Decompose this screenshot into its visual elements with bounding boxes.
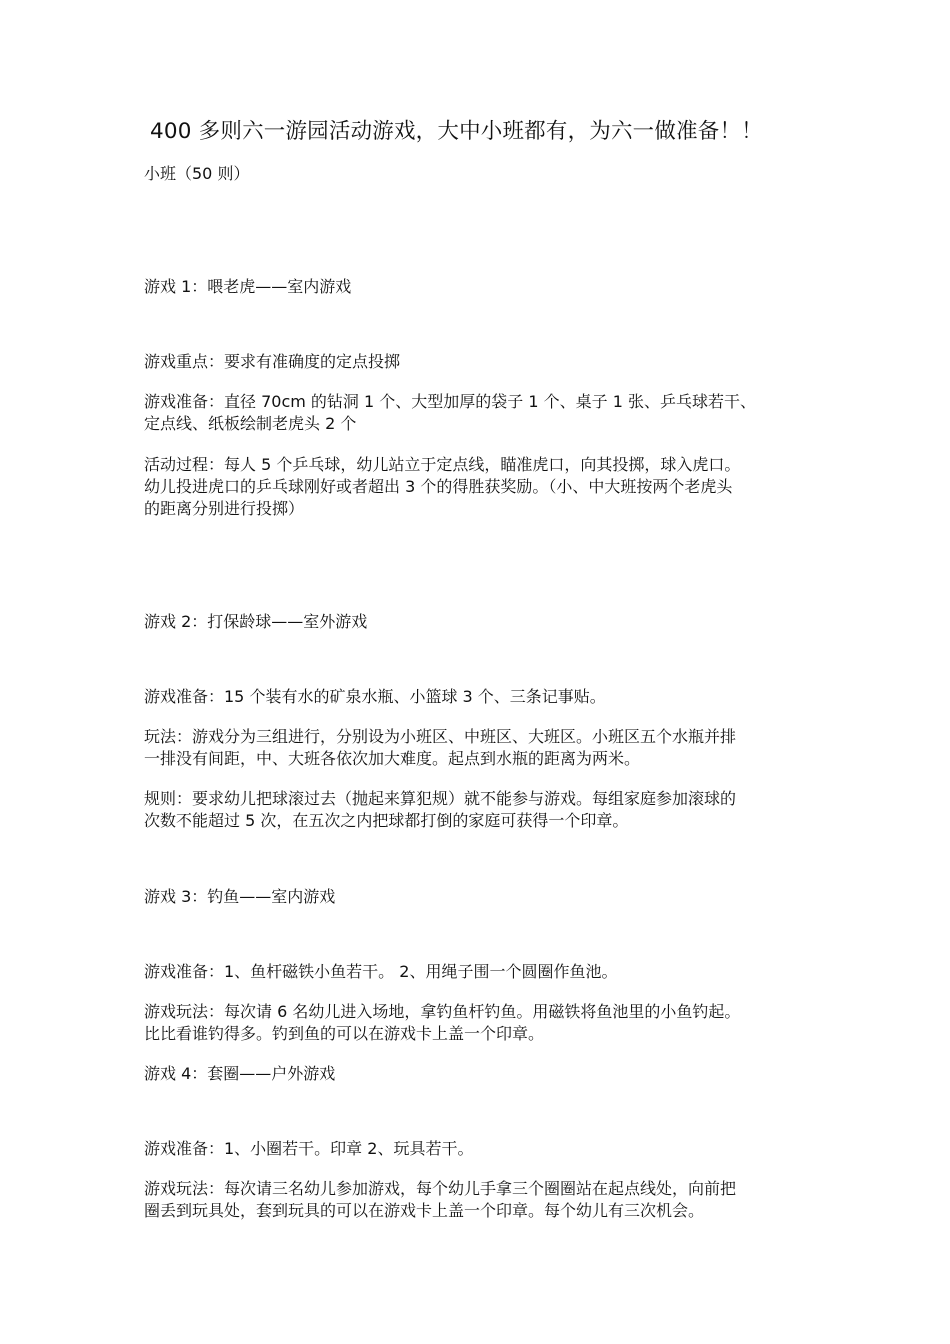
text-line: 游戏玩法：每次请三名幼儿参加游戏，每个幼儿手拿三个圈圈站在起点线处，向前把 (144, 1179, 737, 1198)
text-line: 游戏准备：直径 70cm 的钻洞 1 个、大型加厚的袋子 1 个、桌子 1 张、乒乓球若干、 (144, 392, 756, 411)
game-1-process (144, 454, 804, 520)
game-4-play (144, 1178, 804, 1222)
game-3-heading: 游戏 3：钓鱼——室内游戏 (144, 887, 336, 906)
game-2-play (144, 726, 804, 770)
text-line: 游戏玩法：每次请 6 名幼儿进入场地，拿钓鱼杆钓鱼。用磁铁将鱼池里的小鱼钓起。 (144, 1002, 741, 1021)
document-title: 400 多则六一游园活动游戏，大中小班都有，为六一做准备！！ (150, 119, 763, 144)
text-line: 次数不能超过 5 次，在五次之内把球都打倒的家庭可获得一个印章。 (144, 811, 629, 830)
text-line: 规则：要求幼儿把球滚过去（抛起来算犯规）就不能参与游戏。每组家庭参加滚球的 (144, 789, 737, 808)
text-line: 定点线、纸板绘制老虎头 2 个 (144, 414, 357, 433)
text-line: 的距离分别进行投掷） (144, 499, 305, 518)
text-line: 一排没有间距，中、大班各依次加大难度。起点到水瓶的距离为两米。 (144, 749, 641, 768)
game-1-focus: 游戏重点：要求有准确度的定点投掷 (144, 352, 401, 371)
game-1-prep (144, 391, 804, 435)
text-line: 圈丢到玩具处，套到玩具的可以在游戏卡上盖一个印章。每个幼儿有三次机会。 (144, 1201, 705, 1220)
game-3-play (144, 1001, 804, 1045)
text-line: 玩法：游戏分为三组进行，分别设为小班区、中班区、大班区。小班区五个水瓶并排 (144, 727, 737, 746)
game-3-prep: 游戏准备：1、鱼杆磁铁小鱼若干。 2、用绳子围一个圆圈作鱼池。 (144, 962, 618, 981)
text-line: 幼儿投进虎口的乒乓球刚好或者超出 3 个的得胜获奖励。（小、中大班按两个老虎头 (144, 477, 733, 496)
section-heading: 小班（50 则） (144, 164, 250, 183)
game-2-rules (144, 788, 804, 832)
text-line: 比比看谁钓得多。钓到鱼的可以在游戏卡上盖一个印章。 (144, 1024, 545, 1043)
game-4-heading: 游戏 4：套圈——户外游戏 (144, 1064, 336, 1083)
text-line: 活动过程：每人 5 个乒乓球，幼儿站立于定点线，瞄准虎口，向其投掷，球入虎口。 (144, 455, 741, 474)
game-1-heading: 游戏 1：喂老虎——室内游戏 (144, 277, 352, 296)
game-2-heading: 游戏 2：打保龄球——室外游戏 (144, 612, 368, 631)
game-2-prep: 游戏准备：15 个装有水的矿泉水瓶、小篮球 3 个、三条记事贴。 (144, 687, 606, 706)
game-4-prep: 游戏准备：1、小圈若干。印章 2、玩具若干。 (144, 1139, 474, 1158)
